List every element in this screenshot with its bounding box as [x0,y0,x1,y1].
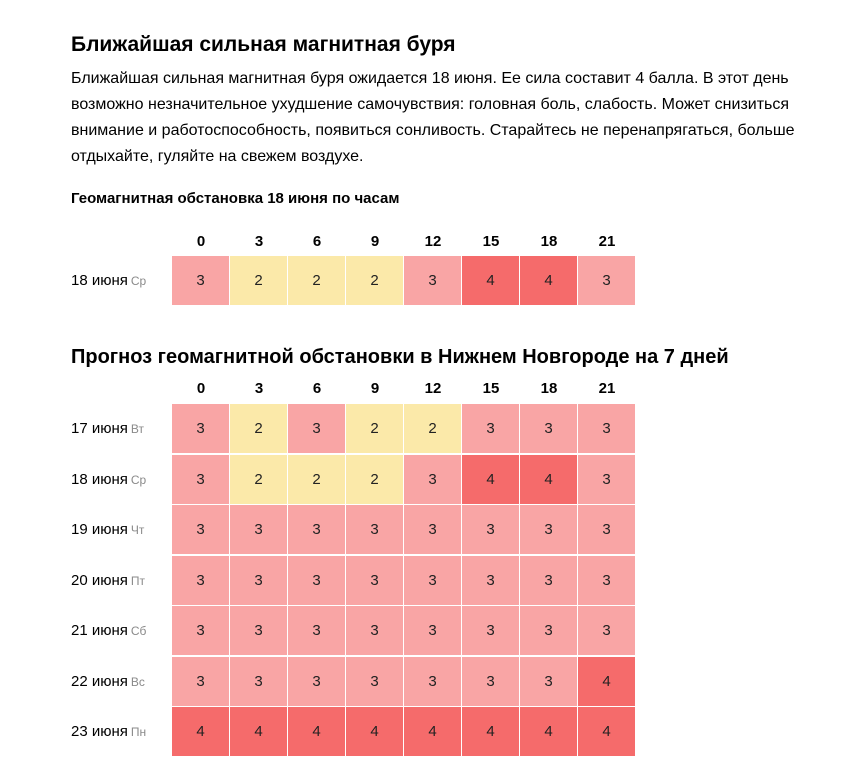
kp-index-cell: 2 [230,404,287,453]
kp-index-cell: 4 [520,256,577,305]
day-label [71,723,171,741]
hour-header: 9 [370,233,380,250]
kp-index-cell: 3 [346,505,403,554]
kp-index-cell: 4 [462,455,519,504]
kp-index-cell: 3 [404,455,461,504]
day-of-week: Пн [130,725,147,739]
kp-index-cell: 3 [230,657,287,706]
day-of-week: Ср [130,274,147,288]
kp-index-cell: 3 [404,606,461,655]
kp-index-cell: 4 [288,707,345,756]
hour-header: 12 [424,380,442,397]
kp-index-cell: 3 [578,505,635,554]
kp-index-cell: 3 [462,556,519,605]
kp-index-cell: 3 [172,505,229,554]
kp-index-cell: 4 [578,657,635,706]
day-date: 20 июня [71,571,128,589]
kp-index-cell: 3 [346,657,403,706]
hour-header: 0 [196,233,206,250]
hour-header: 18 [540,380,558,397]
storm-description-line: отдыхайте, гуляйте на свежем воздухе. [71,148,364,165]
hour-header: 9 [370,380,380,397]
kp-index-cell: 2 [230,455,287,504]
hour-header: 12 [424,233,442,250]
storm-title: Ближайшая сильная магнитная буря [71,33,456,56]
day-date: 18 июня [71,272,128,289]
day-of-week: Вс [130,674,145,689]
hour-header: 15 [482,380,500,397]
day-date: 17 июня [71,420,128,437]
forecast-title: Прогноз геомагнитной обстановки в Нижнем Новгороде на 7 дней [71,346,729,368]
day-date: 19 июня [71,521,128,538]
kp-index-cell: 2 [288,256,345,305]
kp-index-cell: 3 [346,606,403,655]
day-label [71,622,171,640]
kp-index-cell: 4 [346,707,403,756]
day-of-week: Сб [130,624,147,638]
kp-index-cell: 2 [230,256,287,305]
kp-index-cell: 3 [288,657,345,706]
day-of-week: Чт [130,523,145,537]
hour-header: 6 [312,233,322,250]
kp-index-cell: 2 [404,404,461,453]
kp-index-cell: 4 [462,256,519,305]
kp-index-cell: 4 [404,707,461,756]
kp-index-cell: 4 [462,707,519,756]
kp-index-cell: 2 [346,455,403,504]
kp-index-cell: 2 [346,404,403,453]
hour-header: 21 [598,380,616,397]
kp-index-cell: 4 [520,707,577,756]
kp-index-cell: 3 [288,556,345,605]
day-of-week: Вт [130,422,144,436]
day-label [71,420,171,438]
kp-index-cell: 3 [578,404,635,453]
today-hourly-title: Геомагнитная обстановка 18 июня по часам [71,190,400,207]
storm-description-line: Ближайшая сильная магнитная буря ожидается 18 июня. Ее сила составит 4 балла. В этот день [71,70,789,87]
kp-index-cell: 3 [404,556,461,605]
kp-index-cell: 3 [462,505,519,554]
kp-index-cell: 3 [520,556,577,605]
day-date: 23 июня [71,723,128,740]
day-of-week: Пт [130,573,146,588]
kp-index-cell: 3 [520,404,577,453]
kp-index-cell: 3 [520,505,577,554]
hour-header: 3 [254,380,264,397]
kp-index-cell: 3 [462,657,519,706]
day-label [71,272,171,290]
kp-index-cell: 4 [172,707,229,756]
day-date: 21 июня [71,622,128,639]
kp-index-cell: 4 [520,455,577,504]
kp-index-cell: 3 [520,657,577,706]
storm-description-line: возможно незначительное ухудшение самочувствия: головная боль, слабость. Может снизиться [71,96,790,113]
day-date: 18 июня [71,470,128,488]
hour-header: 15 [482,233,500,250]
hour-header: 18 [540,233,558,250]
hour-header: 3 [254,233,264,250]
kp-index-cell: 2 [346,256,403,305]
kp-index-cell: 4 [578,707,635,756]
day-of-week: Ср [130,472,147,487]
day-label [71,471,171,489]
kp-index-cell: 3 [172,256,229,305]
kp-index-cell: 3 [172,455,229,504]
storm-description [71,66,811,170]
day-label [71,521,171,539]
kp-index-cell: 3 [288,606,345,655]
day-label [71,673,171,691]
kp-index-cell: 3 [172,606,229,655]
hour-header: 6 [312,380,322,397]
hour-header: 21 [598,233,616,250]
kp-index-cell: 3 [288,404,345,453]
kp-index-cell: 3 [578,556,635,605]
kp-index-cell: 4 [230,707,287,756]
kp-index-cell: 3 [230,505,287,554]
kp-index-cell: 3 [172,657,229,706]
kp-index-cell: 3 [172,556,229,605]
kp-index-cell: 3 [230,556,287,605]
kp-index-cell: 3 [288,505,345,554]
storm-description-line: внимание и работоспособность, появиться сонливость. Старайтесь не перенапрягаться, больше [71,122,795,139]
kp-index-cell: 3 [462,606,519,655]
day-date: 22 июня [71,672,128,690]
kp-index-cell: 3 [404,256,461,305]
day-label [71,572,171,590]
kp-index-cell: 3 [462,404,519,453]
kp-index-cell: 3 [172,404,229,453]
kp-index-cell: 3 [404,505,461,554]
kp-index-cell: 3 [578,256,635,305]
kp-index-cell: 3 [520,606,577,655]
kp-index-cell: 3 [230,606,287,655]
kp-index-cell: 3 [578,606,635,655]
kp-index-cell: 3 [578,455,635,504]
kp-index-cell: 3 [346,556,403,605]
kp-index-cell: 2 [288,455,345,504]
hour-header: 0 [196,380,206,397]
kp-index-cell: 3 [404,657,461,706]
